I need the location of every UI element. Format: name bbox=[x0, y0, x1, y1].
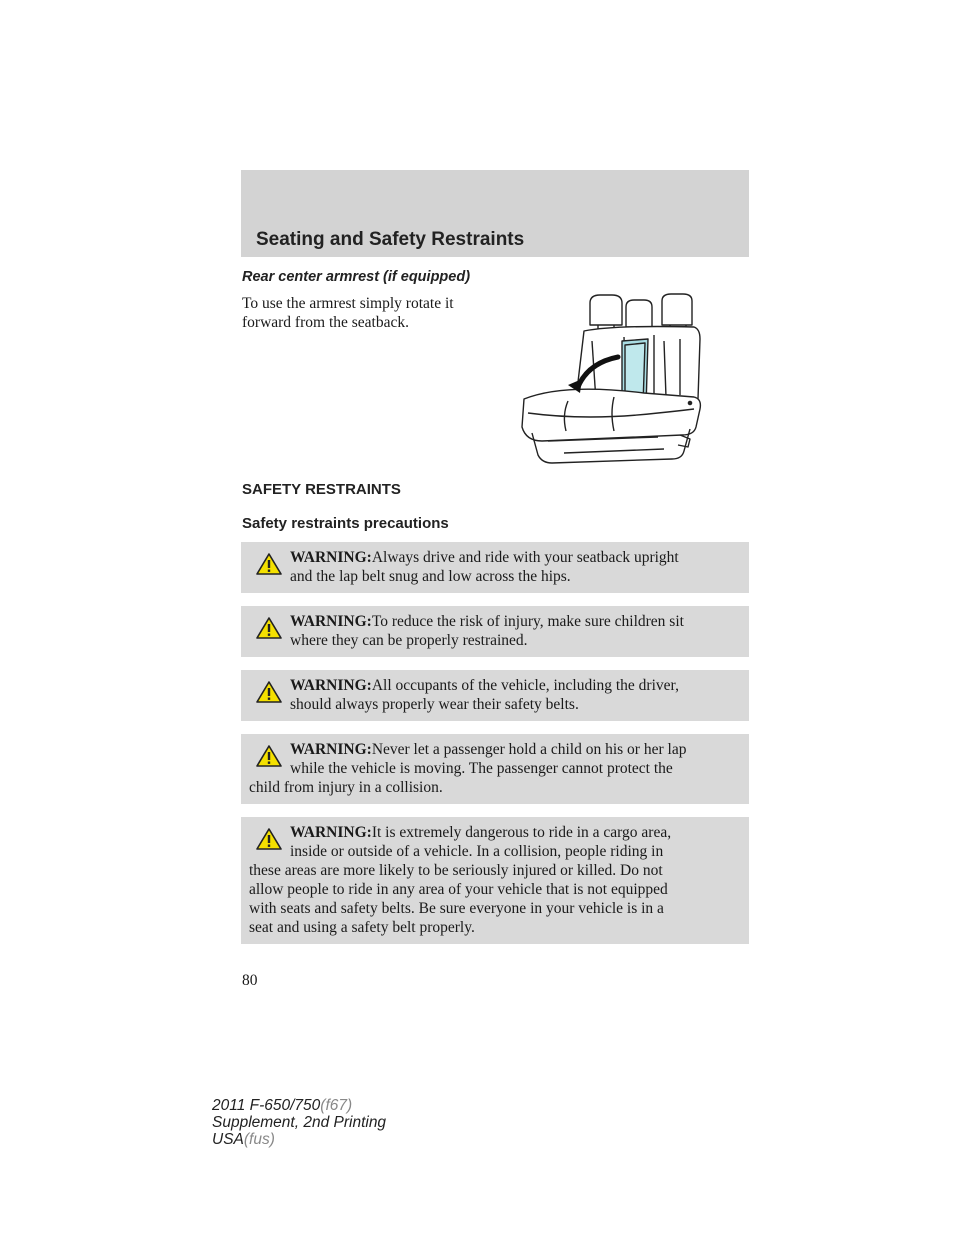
footer-supplement-line: Supplement, 2nd Printing bbox=[212, 1114, 387, 1131]
warning-text-continued: with seats and safety belts. Be sure everyone in your vehicle is in a bbox=[249, 900, 664, 917]
warning-triangle-icon bbox=[256, 827, 282, 851]
warning-triangle-icon bbox=[256, 616, 282, 640]
warning-triangle-icon bbox=[256, 744, 282, 768]
section-header-title: Seating and Safety Restraints bbox=[256, 229, 525, 250]
section-header-bar bbox=[241, 170, 749, 257]
armrest-heading: Rear center armrest (if equipped) bbox=[242, 269, 471, 285]
warning-text-continued: seat and using a safety belt properly. bbox=[249, 919, 475, 936]
warning-text: WARNING:All occupants of the vehicle, including the driver, bbox=[290, 677, 679, 694]
warning-box-2 bbox=[241, 606, 749, 657]
warning-box-1 bbox=[241, 542, 749, 593]
warning-text-continued: while the vehicle is moving. The passenger cannot protect the bbox=[290, 760, 673, 777]
rear-seat-armrest-illustration bbox=[504, 291, 702, 469]
print-footer bbox=[212, 1097, 386, 1148]
armrest-instructions bbox=[242, 294, 492, 332]
section-title: SAFETY RESTRAINTS bbox=[242, 481, 401, 498]
footer-model-line: 2011 F-650/750(f67) bbox=[212, 1097, 353, 1114]
warning-text: WARNING:It is extremely dangerous to ride in a cargo area, bbox=[290, 824, 672, 841]
warning-text-continued: allow people to ride in any area of your vehicle that is not equipped bbox=[249, 881, 668, 898]
page-number: 80 bbox=[242, 972, 258, 989]
warning-text-continued: where they can be properly restrained. bbox=[290, 632, 528, 649]
warning-text: WARNING:To reduce the risk of injury, make sure children sit bbox=[290, 613, 684, 630]
warning-box-5 bbox=[241, 817, 749, 944]
footer-region-line: USA(fus) bbox=[212, 1131, 275, 1148]
warning-triangle-icon bbox=[256, 552, 282, 576]
warning-box-4 bbox=[241, 734, 749, 804]
armrest-line-2: forward from the seatback. bbox=[242, 314, 409, 331]
subsection-title: Safety restraints precautions bbox=[242, 515, 449, 532]
warning-text-continued: these areas are more likely to be seriously injured or killed. Do not bbox=[249, 862, 663, 879]
warning-box-3 bbox=[241, 670, 749, 721]
warning-text-continued: should always properly wear their safety belts. bbox=[290, 696, 579, 713]
warning-text: WARNING:Never let a passenger hold a child on his or her lap bbox=[290, 741, 687, 758]
warning-text-continued: and the lap belt snug and low across the hips. bbox=[290, 568, 571, 585]
warning-triangle-icon bbox=[256, 680, 282, 704]
warning-text: WARNING:Always drive and ride with your seatback upright bbox=[290, 549, 679, 566]
warning-text-continued: inside or outside of a vehicle. In a collision, people riding in bbox=[290, 843, 664, 860]
warning-text-continued: child from injury in a collision. bbox=[249, 779, 443, 796]
armrest-line-1: To use the armrest simply rotate it bbox=[242, 295, 454, 312]
